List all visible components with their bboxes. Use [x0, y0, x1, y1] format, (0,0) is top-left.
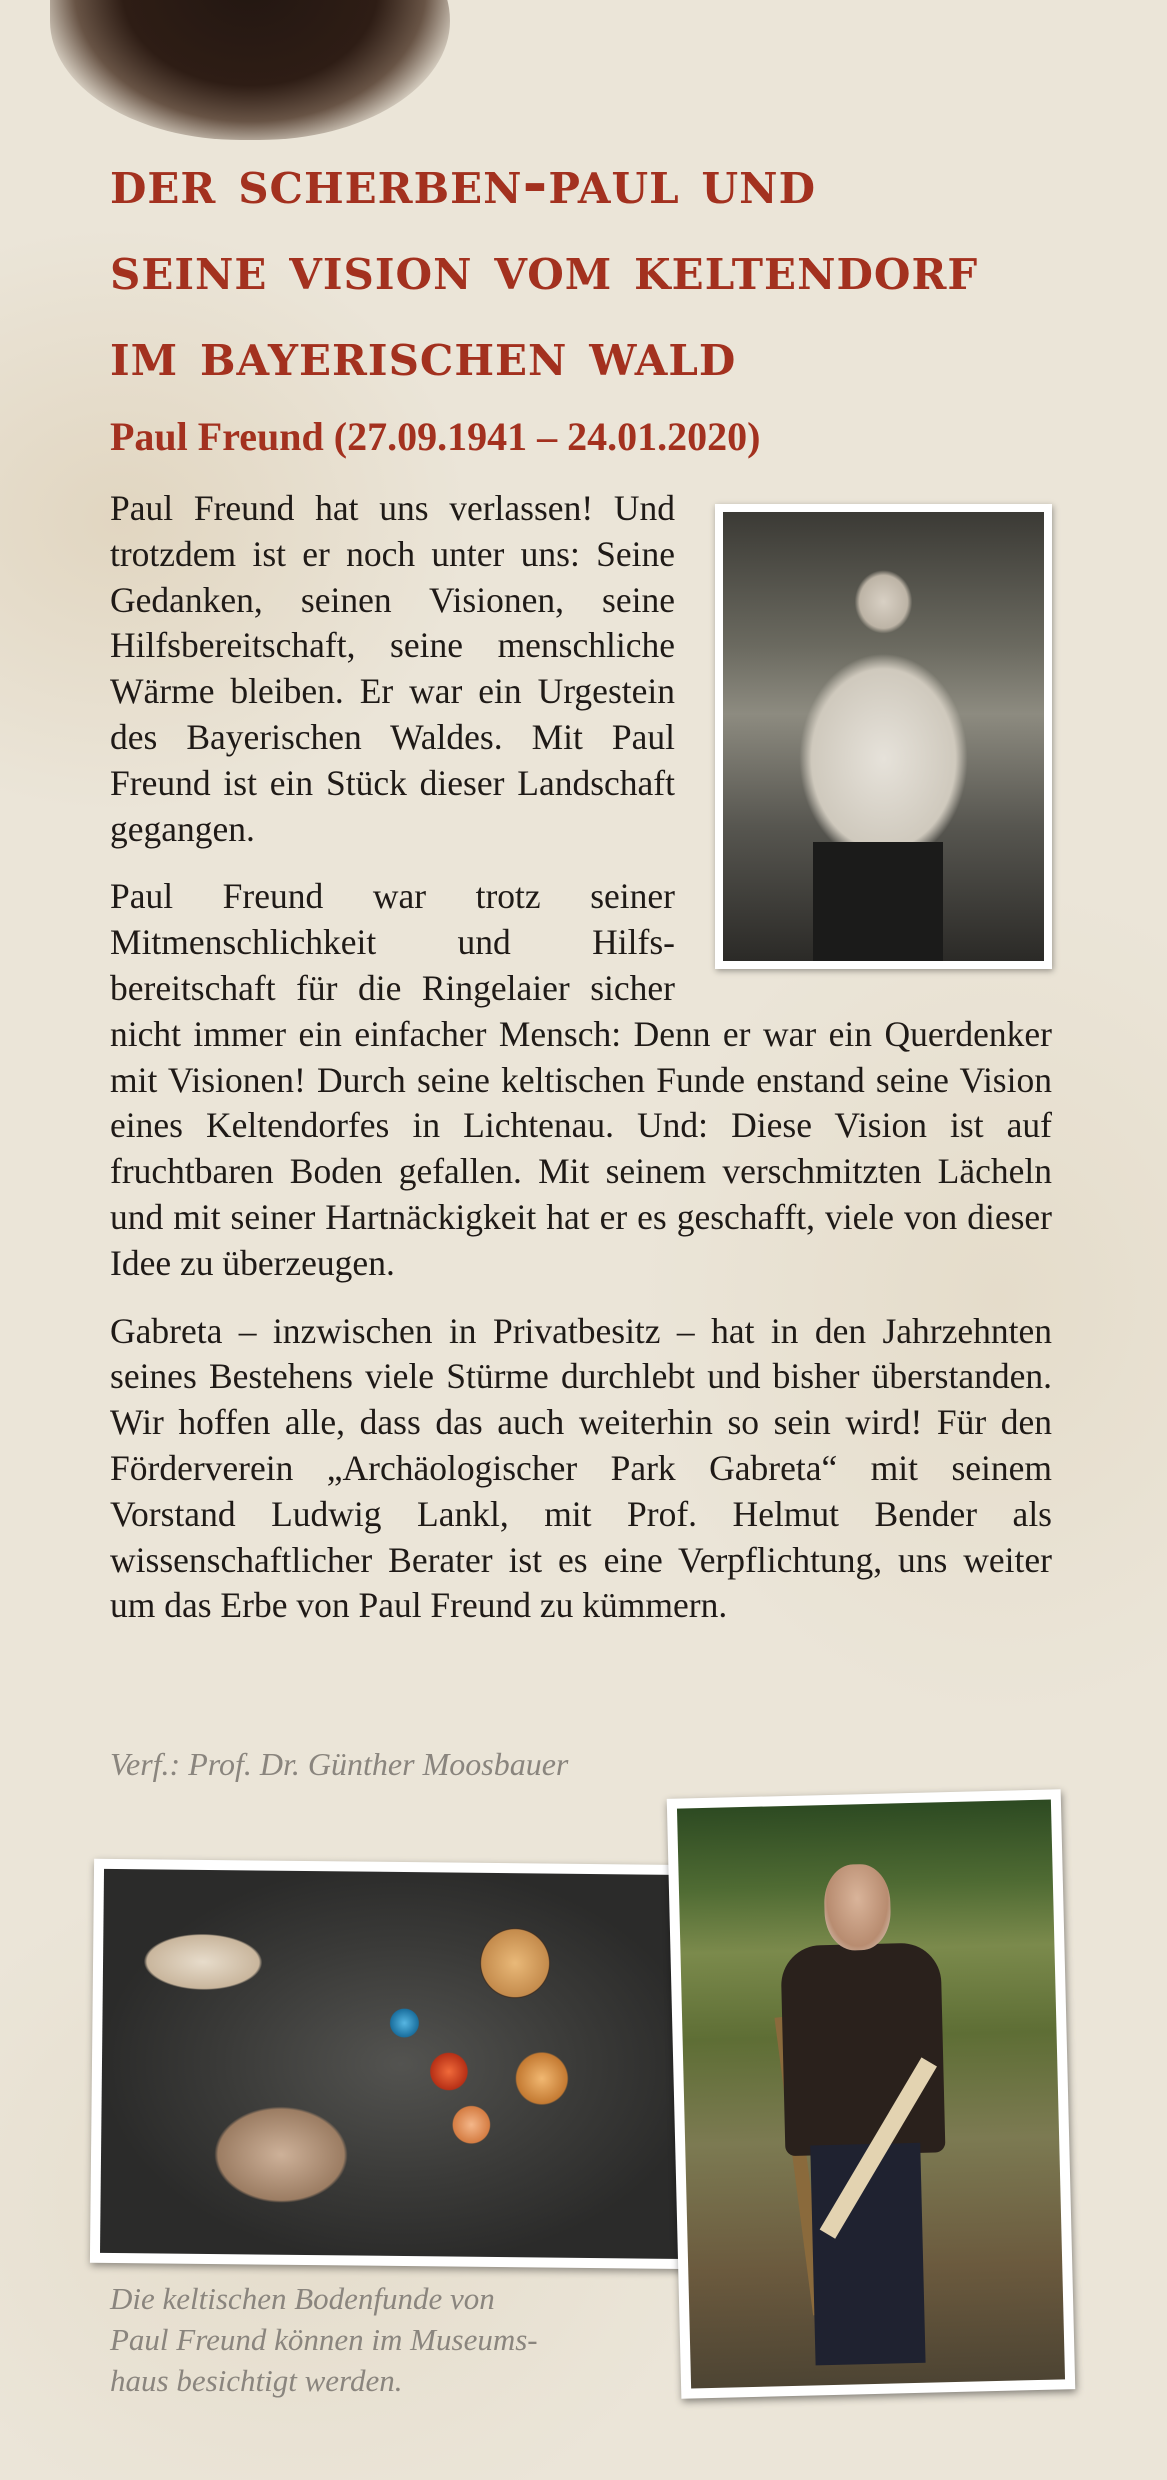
article-paragraph: Paul Freund war trotz seiner Mitmenschlichkeit und Hilfsbereitschaft für die Ringelaier sicher nicht immer ein einfacher Mensch: Denn er war ein Querdenker mit Visionen! Durch seine keltischen Funde enstand seine Vision eines Keltendorfes in Lichtenau. Und: Diese Vision ist auf fruchtbaren Boden gefallen. Mit seinem verschmitzten Lächeln und mit seiner Hartnäckigkeit hat er es geschafft, viele von dieser Idee zu überzeugen. — [110, 876, 1052, 1283]
caption-line: haus besichtigt werden. — [110, 2363, 403, 2398]
article-subtitle: Paul Freund (27.09.1941 – 24.01.2020) — [110, 414, 761, 459]
title-line: der scherben-paul und — [110, 148, 816, 218]
ink-stain-decoration — [50, 0, 450, 140]
title-line: im bayerischen wald — [110, 320, 737, 390]
title-line: seine vision vom keltendorf — [110, 234, 979, 304]
article-body — [110, 486, 1052, 1651]
caption-line: Die keltischen Bodenfunde von — [110, 2281, 495, 2316]
caption-line: Paul Freund können im Museums- — [110, 2322, 538, 2357]
photo-caption — [110, 2278, 670, 2401]
portrait-photo — [715, 504, 1052, 969]
article-paragraph: Gabreta – inzwischen in Privatbesitz – hat in den Jahrzehnten seines Bestehens viele Stürme durchlebt und bisher überstanden. Wir hoffen alle, dass das auch weiterhin so sein wird! Für den Förderverein „Archäologischer Park Gabreta“ mit seinem Vorstand Ludwig Lankl, mit Prof. Helmut Bender als wissenschaftlicher Berater ist es eine Verpflichtung, uns weiter um das Erbe von Paul Freund zu kümmern. — [110, 1310, 1052, 1626]
author-credit: Verf.: Prof. Dr. Günther Moosbauer — [110, 1746, 569, 1782]
celtic-finds-photo — [90, 1859, 712, 2269]
man-with-tools-photo — [667, 1789, 1076, 2398]
article-title — [110, 140, 1070, 398]
article-paragraph: Paul Freund hat uns verlassen! Und trotzdem ist er noch unter uns: Seine Gedanken, seinen Visionen, seine Hilfsbereitschaft, seine menschliche Wärme bleiben. Er war ein Urgestein des Bayerischen Waldes. Mit Paul Freund ist ein Stück dieser Landschaft gegangen. — [110, 488, 675, 849]
